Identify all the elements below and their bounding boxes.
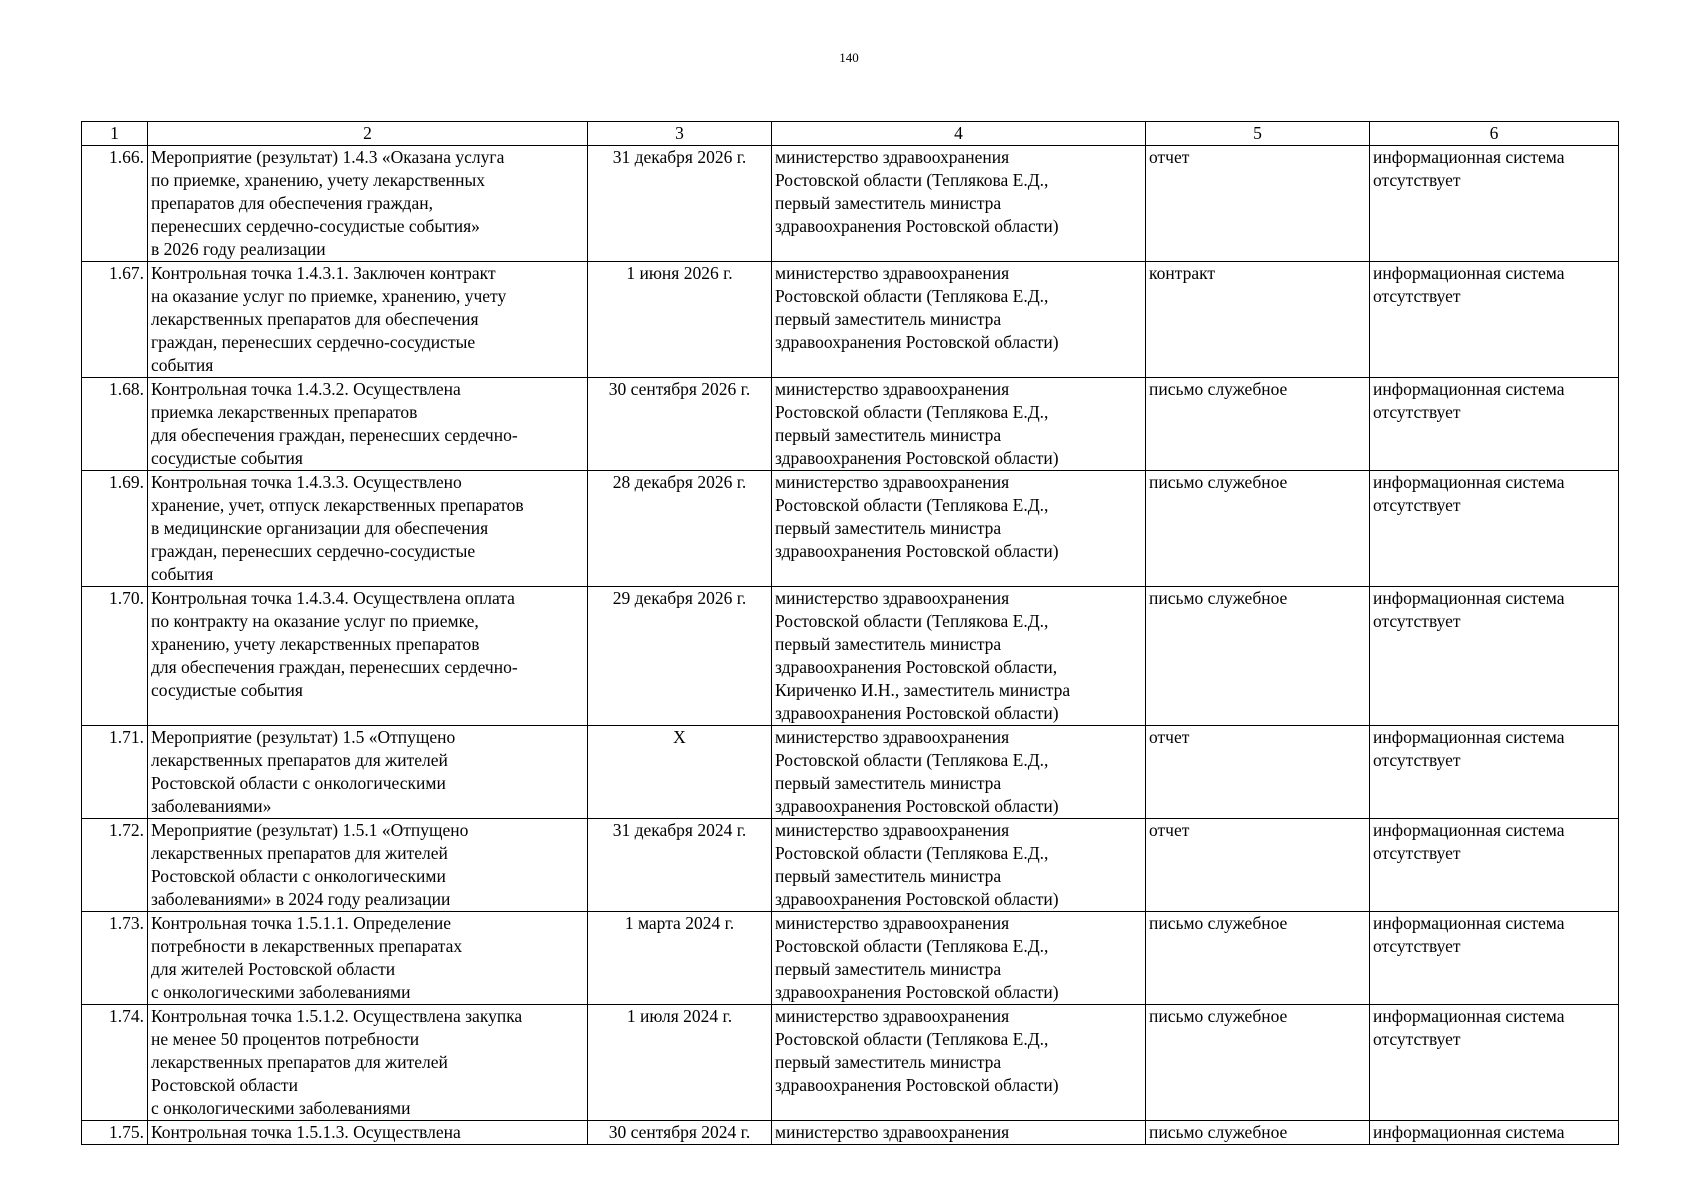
cell-line: с онкологическими заболеваниями (151, 1098, 411, 1118)
cell-line: лекарственных препаратов для жителей (151, 1052, 448, 1072)
cell-line: здравоохранения Ростовской области) (775, 703, 1059, 723)
cell-line: с онкологическими заболеваниями (151, 982, 411, 1002)
description-cell (148, 912, 588, 1005)
cell-line: Ростовской области (Теплякова Е.Д., (775, 611, 1049, 631)
cell-line: министерство здравоохранения (775, 913, 1010, 933)
cell-line: Контрольная точка 1.4.3.3. Осуществлено (151, 472, 462, 492)
cell-line: информационная система (1373, 913, 1565, 933)
description-cell (148, 587, 588, 726)
cell-line: хранение, учет, отпуск лекарственных препаратов (151, 495, 524, 515)
cell-line: хранению, учету лекарственных препаратов (151, 634, 480, 654)
cell-line: первый заместитель министра (775, 866, 1002, 886)
row-number-cell: 1.67. (82, 262, 148, 378)
date-cell: 30 сентября 2024 г. (588, 1121, 772, 1145)
description-cell (148, 378, 588, 471)
cell-line: информационная система (1373, 1122, 1565, 1142)
responsible-cell (772, 471, 1146, 587)
table-row (82, 146, 1619, 262)
information-system-cell (1370, 471, 1619, 587)
cell-line: препаратов для обеспечения граждан, (151, 193, 433, 213)
responsible-cell (772, 912, 1146, 1005)
cell-line: здравоохранения Ростовской области) (775, 541, 1059, 561)
cell-line: министерство здравоохранения (775, 727, 1010, 747)
cell-line: Ростовской области (Теплякова Е.Д., (775, 170, 1049, 190)
table-row (82, 912, 1619, 1005)
cell-line: для жителей Ростовской области (151, 959, 396, 979)
cell-line: первый заместитель министра (775, 959, 1002, 979)
document-type-cell: письмо служебное (1146, 1121, 1370, 1145)
column-header: 5 (1146, 122, 1370, 146)
cell-line: Ростовской области (Теплякова Е.Д., (775, 286, 1049, 306)
cell-line: здравоохранения Ростовской области) (775, 1075, 1059, 1095)
cell-line: отсутствует (1373, 495, 1461, 515)
cell-line: министерство здравоохранения (775, 1122, 1010, 1142)
cell-line: для обеспечения граждан, перенесших сердечно- (151, 425, 518, 445)
cell-line: отсутствует (1373, 843, 1461, 863)
cell-line: здравоохранения Ростовской области) (775, 982, 1059, 1002)
cell-line: здравоохранения Ростовской области, (775, 657, 1058, 677)
row-number-cell: 1.74. (82, 1005, 148, 1121)
cell-line: Ростовской области (Теплякова Е.Д., (775, 750, 1049, 770)
cell-line: для обеспечения граждан, перенесших сердечно- (151, 657, 518, 677)
cell-line: первый заместитель министра (775, 425, 1002, 445)
cell-line: Кириченко И.Н., заместитель министра (775, 680, 1071, 700)
date-cell: 1 июня 2026 г. (588, 262, 772, 378)
measures-table (81, 121, 1619, 1145)
description-cell (148, 819, 588, 912)
cell-line: граждан, перенесших сердечно-сосудистые (151, 541, 476, 561)
date-cell: 30 сентября 2026 г. (588, 378, 772, 471)
cell-line: Контрольная точка 1.5.1.3. Осуществлена (151, 1122, 461, 1142)
row-number-cell: 1.72. (82, 819, 148, 912)
table-row (82, 1005, 1619, 1121)
information-system-cell (1370, 378, 1619, 471)
cell-line: Ростовской области (Теплякова Е.Д., (775, 1029, 1049, 1049)
description-cell (148, 262, 588, 378)
cell-line: Мероприятие (результат) 1.5.1 «Отпущено (151, 820, 469, 840)
table-row (82, 471, 1619, 587)
cell-line: на оказание услуг по приемке, хранению, учету (151, 286, 507, 306)
row-number-cell: 1.68. (82, 378, 148, 471)
responsible-cell (772, 726, 1146, 819)
table-row (82, 1121, 1619, 1145)
cell-line: Ростовской области (151, 1075, 298, 1095)
cell-line: перенесших сердечно-сосудистые события» (151, 216, 480, 236)
description-cell (148, 471, 588, 587)
cell-line: первый заместитель министра (775, 773, 1002, 793)
cell-line: министерство здравоохранения (775, 379, 1010, 399)
document-type-cell: отчет (1146, 146, 1370, 262)
table-header-row (82, 122, 1619, 146)
cell-line: заболеваниями» (151, 796, 272, 816)
information-system-cell (1370, 262, 1619, 378)
cell-line: министерство здравоохранения (775, 263, 1010, 283)
information-system-cell (1370, 912, 1619, 1005)
cell-line: Контрольная точка 1.5.1.1. Определение (151, 913, 452, 933)
responsible-cell (772, 378, 1146, 471)
cell-line: отсутствует (1373, 936, 1461, 956)
cell-line: по приемке, хранению, учету лекарственных (151, 170, 486, 190)
row-number-cell: 1.75. (82, 1121, 148, 1145)
cell-line: министерство здравоохранения (775, 1006, 1010, 1026)
row-number-cell: 1.71. (82, 726, 148, 819)
cell-line: информационная система (1373, 727, 1565, 747)
cell-line: первый заместитель министра (775, 1052, 1002, 1072)
cell-line: не менее 50 процентов потребности (151, 1029, 420, 1049)
cell-line: министерство здравоохранения (775, 472, 1010, 492)
cell-line: сосудистые события (151, 448, 303, 468)
responsible-cell (772, 819, 1146, 912)
cell-line: Ростовской области (Теплякова Е.Д., (775, 843, 1049, 863)
cell-line: здравоохранения Ростовской области) (775, 332, 1059, 352)
responsible-cell (772, 587, 1146, 726)
cell-line: события (151, 564, 214, 584)
table-row (82, 587, 1619, 726)
cell-line: здравоохранения Ростовской области) (775, 216, 1059, 236)
row-number-cell: 1.70. (82, 587, 148, 726)
document-type-cell: письмо служебное (1146, 912, 1370, 1005)
cell-line: Контрольная точка 1.5.1.2. Осуществлена закупка (151, 1006, 523, 1026)
cell-line: первый заместитель министра (775, 634, 1002, 654)
cell-line: потребности в лекарственных препаратах (151, 936, 463, 956)
cell-line: сосудистые события (151, 680, 303, 700)
responsible-cell (772, 146, 1146, 262)
description-cell (148, 1121, 588, 1145)
document-type-cell: письмо служебное (1146, 471, 1370, 587)
information-system-cell (1370, 819, 1619, 912)
column-header: 3 (588, 122, 772, 146)
cell-line: отсутствует (1373, 611, 1461, 631)
column-header: 1 (82, 122, 148, 146)
document-type-cell: письмо служебное (1146, 1005, 1370, 1121)
responsible-cell (772, 1121, 1146, 1145)
cell-line: отсутствует (1373, 750, 1461, 770)
cell-line: Контрольная точка 1.4.3.4. Осуществлена оплата (151, 588, 515, 608)
document-type-cell: отчет (1146, 819, 1370, 912)
responsible-cell (772, 262, 1146, 378)
cell-line: по контракту на оказание услуг по приемке, (151, 611, 479, 631)
information-system-cell (1370, 587, 1619, 726)
responsible-cell (772, 1005, 1146, 1121)
document-type-cell: письмо служебное (1146, 587, 1370, 726)
cell-line: лекарственных препаратов для жителей (151, 843, 448, 863)
cell-line: Контрольная точка 1.4.3.1. Заключен контракт (151, 263, 496, 283)
date-cell: 31 декабря 2024 г. (588, 819, 772, 912)
document-type-cell: письмо служебное (1146, 378, 1370, 471)
cell-line: информационная система (1373, 263, 1565, 283)
information-system-cell (1370, 726, 1619, 819)
cell-line: Ростовской области (Теплякова Е.Д., (775, 936, 1049, 956)
cell-line: события (151, 355, 214, 375)
table-row (82, 726, 1619, 819)
cell-line: в 2026 году реализации (151, 239, 326, 259)
cell-line: здравоохранения Ростовской области) (775, 889, 1059, 909)
cell-line: информационная система (1373, 588, 1565, 608)
page-number: 140 (839, 50, 859, 65)
information-system-cell (1370, 1121, 1619, 1145)
date-cell: 28 декабря 2026 г. (588, 471, 772, 587)
document-type-cell: отчет (1146, 726, 1370, 819)
cell-line: заболеваниями» в 2024 году реализации (151, 889, 451, 909)
cell-line: Ростовской области (Теплякова Е.Д., (775, 402, 1049, 422)
cell-line: информационная система (1373, 472, 1565, 492)
cell-line: здравоохранения Ростовской области) (775, 448, 1059, 468)
cell-line: информационная система (1373, 147, 1565, 167)
cell-line: отсутствует (1373, 170, 1461, 190)
cell-line: граждан, перенесших сердечно-сосудистые (151, 332, 476, 352)
cell-line: первый заместитель министра (775, 193, 1002, 213)
cell-line: отсутствует (1373, 1029, 1461, 1049)
cell-line: приемка лекарственных препаратов (151, 402, 418, 422)
date-cell: Х (588, 726, 772, 819)
cell-line: министерство здравоохранения (775, 147, 1010, 167)
description-cell (148, 726, 588, 819)
table-row (82, 378, 1619, 471)
column-header: 4 (772, 122, 1146, 146)
cell-line: министерство здравоохранения (775, 588, 1010, 608)
cell-line: в медицинские организации для обеспечения (151, 518, 489, 538)
description-cell (148, 146, 588, 262)
cell-line: первый заместитель министра (775, 518, 1002, 538)
row-number-cell: 1.73. (82, 912, 148, 1005)
row-number-cell: 1.66. (82, 146, 148, 262)
table-row (82, 819, 1619, 912)
cell-line: лекарственных препаратов для обеспечения (151, 309, 479, 329)
description-cell (148, 1005, 588, 1121)
cell-line: информационная система (1373, 1006, 1565, 1026)
date-cell: 29 декабря 2026 г. (588, 587, 772, 726)
information-system-cell (1370, 146, 1619, 262)
cell-line: Ростовской области (Теплякова Е.Д., (775, 495, 1049, 515)
cell-line: Мероприятие (результат) 1.4.3 «Оказана услуга (151, 147, 505, 167)
column-header: 6 (1370, 122, 1619, 146)
cell-line: информационная система (1373, 820, 1565, 840)
cell-line: министерство здравоохранения (775, 820, 1010, 840)
cell-line: отсутствует (1373, 402, 1461, 422)
cell-line: Ростовской области с онкологическими (151, 866, 446, 886)
cell-line: Контрольная точка 1.4.3.2. Осуществлена (151, 379, 461, 399)
cell-line: Ростовской области с онкологическими (151, 773, 446, 793)
row-number-cell: 1.69. (82, 471, 148, 587)
cell-line: лекарственных препаратов для жителей (151, 750, 448, 770)
cell-line: Мероприятие (результат) 1.5 «Отпущено (151, 727, 456, 747)
cell-line: первый заместитель министра (775, 309, 1002, 329)
table-row (82, 262, 1619, 378)
cell-line: информационная система (1373, 379, 1565, 399)
date-cell: 31 декабря 2026 г. (588, 146, 772, 262)
date-cell: 1 марта 2024 г. (588, 912, 772, 1005)
cell-line: отсутствует (1373, 286, 1461, 306)
document-type-cell: контракт (1146, 262, 1370, 378)
column-header: 2 (148, 122, 588, 146)
cell-line: здравоохранения Ростовской области) (775, 796, 1059, 816)
date-cell: 1 июля 2024 г. (588, 1005, 772, 1121)
information-system-cell (1370, 1005, 1619, 1121)
table-body (82, 146, 1619, 1145)
